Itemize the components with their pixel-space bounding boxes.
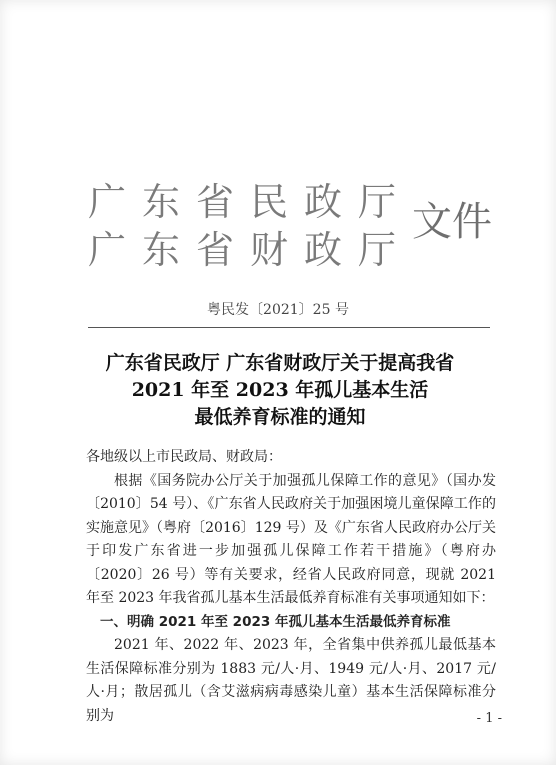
addressee: 各地级以上市民政局、财政局： <box>86 449 282 465</box>
header-char: 省 <box>195 180 234 224</box>
header-char: 财 <box>249 228 288 272</box>
notice-body <box>86 446 496 728</box>
body-paragraph: 根据《国务院办公厅关于加强孤儿保障工作的意见》（国办发〔2010〕54 号）、《广东省人民政府关于加强困境儿童保障工作的实施意见》（粤府〔2016〕129 号）及《广东省人民政府办公厅关于印发广东省进一步加强孤儿保障工作若干措施》（粤府办〔2020〕26 号）等有关要求，经省人民政府同意，现就 2021 年至 2023 年我省孤儿基本生活最低养育标准有关事项通知如下： <box>86 472 496 606</box>
header-divider <box>88 327 490 328</box>
document-label: 文件 <box>412 199 492 245</box>
section-heading: 一、明确 2021 年至 2023 年孤儿基本生活最低养育标准 <box>100 613 451 630</box>
title-line: 最低养育标准的通知 <box>194 406 366 428</box>
header-char: 厅 <box>357 228 396 272</box>
document-number: 粤民发〔2021〕25 号 <box>207 302 349 318</box>
header-char: 广 <box>87 228 126 272</box>
header-char: 政 <box>303 180 342 224</box>
header-char: 政 <box>303 228 342 272</box>
authority-civil-affairs <box>84 178 400 226</box>
page-number: - 1 - <box>476 711 502 726</box>
header-char: 东 <box>141 180 180 224</box>
body-paragraph: 2021 年、2022 年、2023 年，全省集中供养孤儿最低基本生活保障标准分别为 1883 元/人·月、1949 元/人·月、2017 元/人·月；散居孤儿（含艾滋病病毒感染儿童）基本生活保障标准分别为 <box>86 637 496 724</box>
header-char: 厅 <box>357 180 396 224</box>
title-line: 2021 年至 2023 年孤儿基本生活 <box>131 379 429 401</box>
header-char: 广 <box>87 180 126 224</box>
notice-title <box>60 350 500 431</box>
header-char: 东 <box>141 228 180 272</box>
header-char: 省 <box>195 228 234 272</box>
authority-finance <box>84 226 400 274</box>
header-char: 民 <box>249 180 288 224</box>
title-line: 广东省民政厅 广东省财政厅关于提高我省 <box>105 352 455 374</box>
issuing-authorities <box>84 178 414 274</box>
